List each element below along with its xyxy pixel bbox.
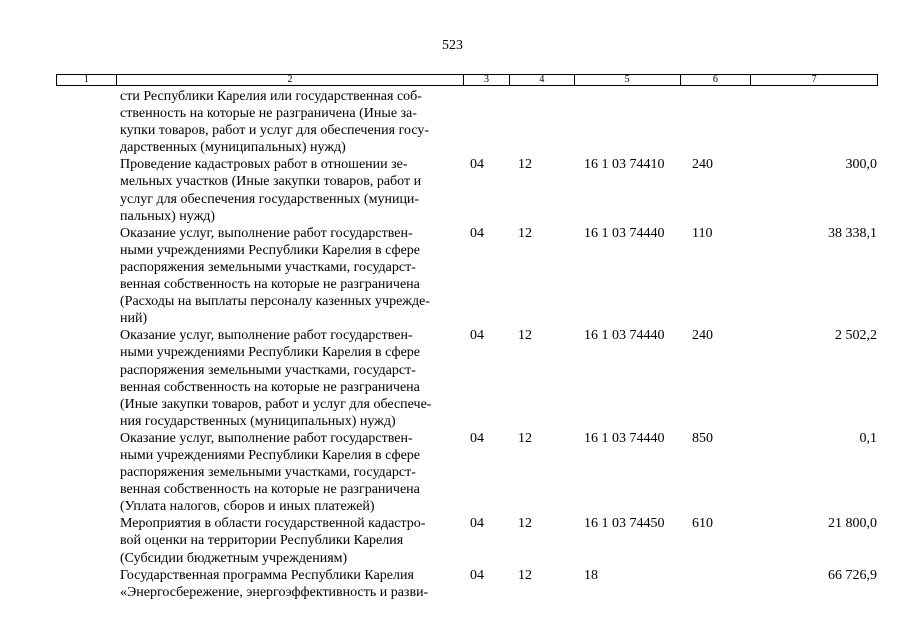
row-target-code: 16 1 03 74450 [584, 516, 665, 532]
table-row [0, 327, 905, 430]
row-description: Государственная программа Республики Карелия «Энергосбережение, энергоэффективность и разви- [120, 567, 429, 600]
header-col-4: 4 [510, 75, 575, 85]
row-section: 04 [470, 328, 484, 344]
page-number: 523 [442, 38, 463, 53]
row-amount: 2 502,2 [835, 328, 877, 344]
row-description: Мероприятия в области государственной кадастро- вой оценки на территории Республики Карелия (Субсидии бюджетным учреждениям) [120, 516, 426, 566]
row-target-code: 18 [584, 567, 598, 583]
row-description: сти Республики Карелия или государственная соб- ственность на которые не разграничена (Иные за- купки товаров, работ и услуг для обеспечения госу- дарственных (муниципальных) нужд) [120, 89, 430, 156]
row-section: 04 [470, 516, 484, 532]
table-row [0, 225, 905, 328]
row-expense-type: 240 [692, 157, 713, 173]
row-target-code: 16 1 03 74440 [584, 430, 665, 446]
row-amount: 300,0 [845, 157, 877, 173]
row-subsection: 12 [518, 430, 532, 446]
row-description: Проведение кадастровых работ в отношении зе- мельных участков (Иные закупки товаров, работ и услуг для обеспечения государственных (муници- пальных) нужд) [120, 157, 422, 224]
row-subsection: 12 [518, 157, 532, 173]
row-amount: 38 338,1 [828, 225, 877, 241]
row-amount: 0,1 [859, 430, 877, 446]
row-target-code: 16 1 03 74440 [584, 225, 665, 241]
table-row [0, 515, 905, 566]
row-section: 04 [470, 567, 484, 583]
header-col-7: 7 [811, 74, 817, 85]
row-target-code: 16 1 03 74440 [584, 328, 665, 344]
row-amount: 66 726,9 [828, 567, 877, 583]
row-target-code: 16 1 03 74410 [584, 157, 665, 173]
row-subsection: 12 [518, 328, 532, 344]
header-col-5: 5 [575, 75, 681, 85]
row-subsection: 12 [518, 567, 532, 583]
table-row [0, 88, 905, 156]
header-col-2: 2 [117, 75, 464, 85]
row-description: Оказание услуг, выполнение работ государствен- ными учреждениями Республики Карелия в сфере распоряжения земельными участками, государст- венная собственность на которые не разграничена (Расходы на выплаты персоналу казенных учрежде- ний) [120, 225, 430, 327]
table-header [56, 74, 878, 86]
header-col-1: 1 [57, 75, 117, 85]
header-col-3: 3 [464, 75, 510, 85]
row-expense-type: 850 [692, 430, 713, 446]
row-description: Оказание услуг, выполнение работ государствен- ными учреждениями Республики Карелия в сфере распоряжения земельными участками, государст- венная собственность на которые не разграничена (Уплата налогов, сборов и иных платежей) [120, 430, 421, 515]
table-row [0, 156, 905, 224]
row-section: 04 [470, 157, 484, 173]
row-expense-type: 110 [692, 225, 713, 241]
row-expense-type: 610 [692, 516, 713, 532]
row-subsection: 12 [518, 516, 532, 532]
row-amount: 21 800,0 [828, 516, 877, 532]
row-section: 04 [470, 430, 484, 446]
table-body [0, 88, 905, 601]
row-section: 04 [470, 225, 484, 241]
row-subsection: 12 [518, 225, 532, 241]
table-row [0, 567, 905, 601]
table-row [0, 430, 905, 515]
header-col-6: 6 [681, 75, 752, 85]
row-expense-type: 240 [692, 328, 713, 344]
row-description: Оказание услуг, выполнение работ государствен- ными учреждениями Республики Карелия в сфере распоряжения земельными участками, государст- венная собственность на которые не разграничена (Иные закупки товаров, работ и услуг для обеспече- ния государственных (муниципальных) нужд) [120, 328, 432, 429]
